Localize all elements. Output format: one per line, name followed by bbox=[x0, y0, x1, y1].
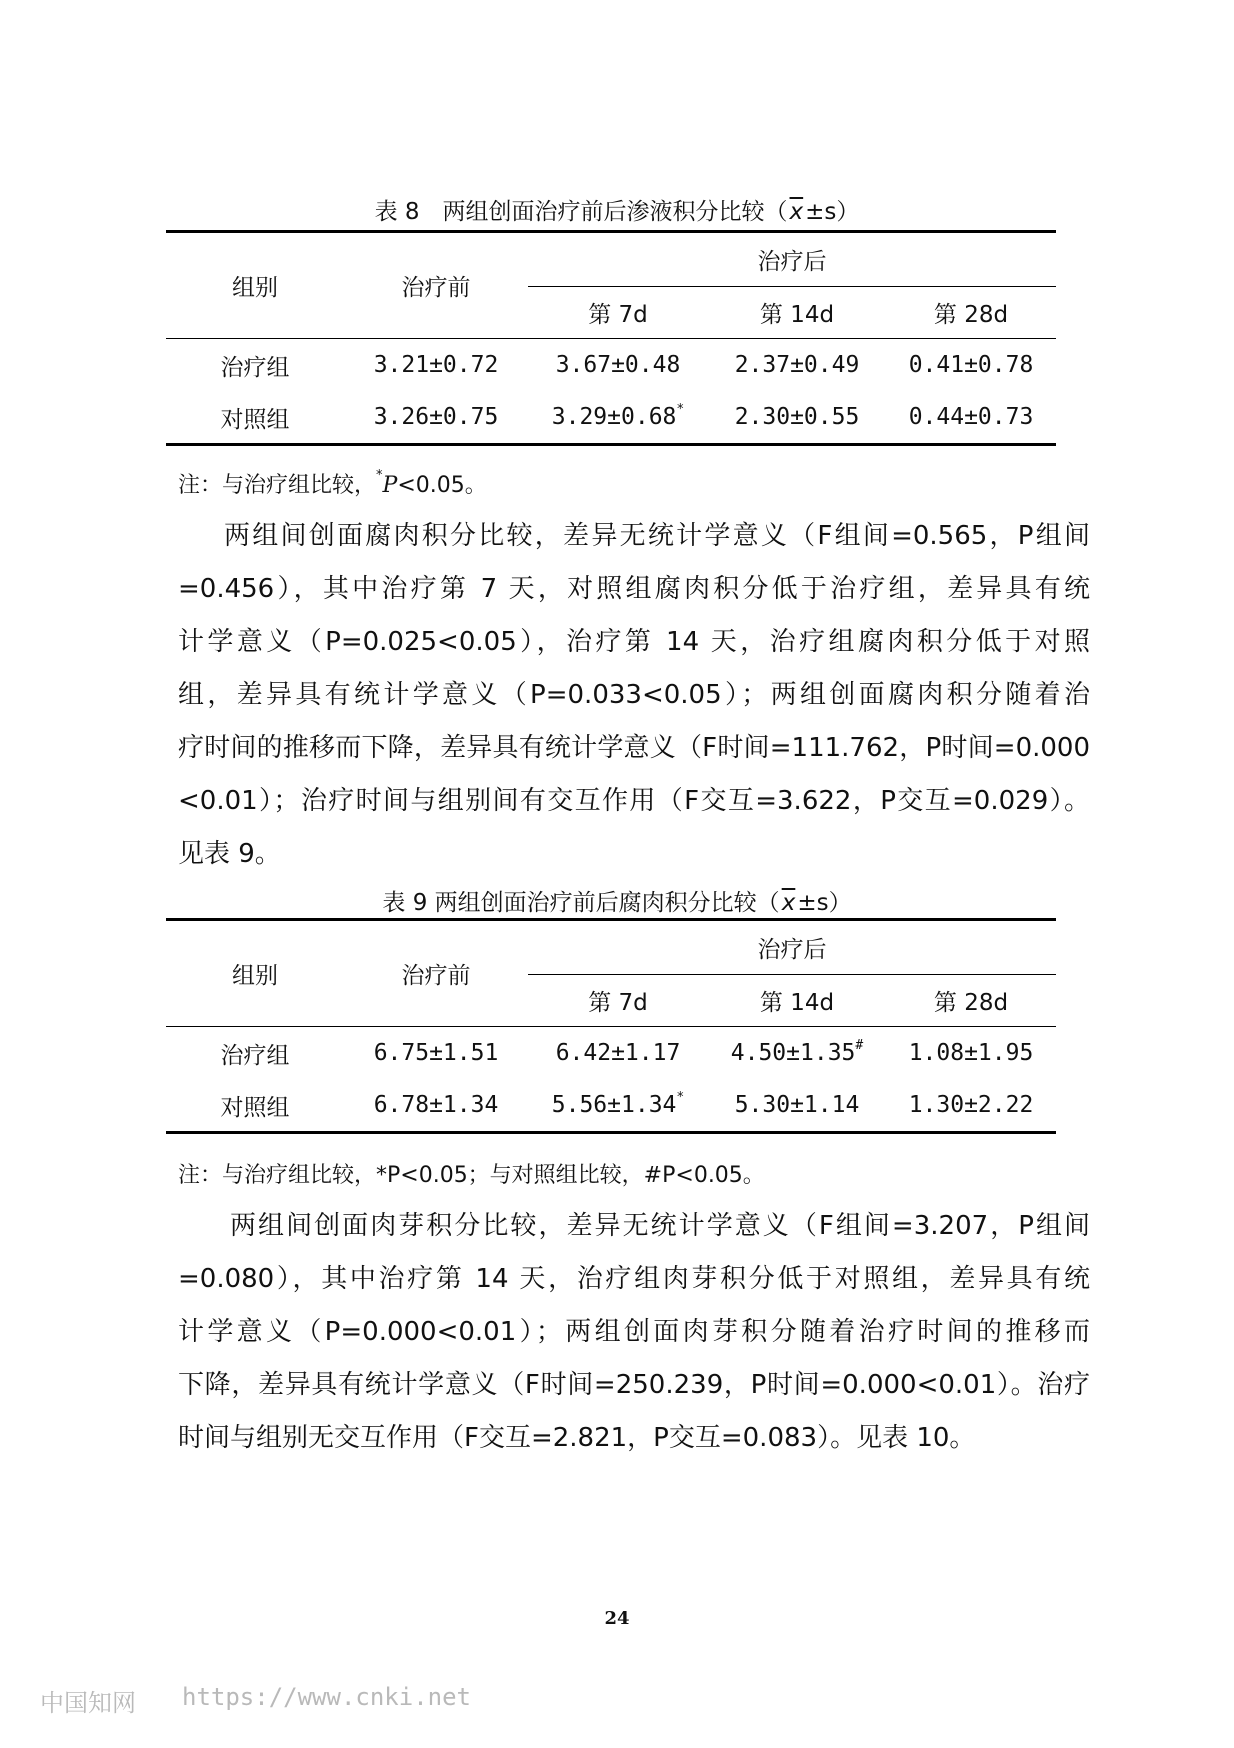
cell-before: 6.78±1.34 bbox=[373, 1092, 499, 1119]
cell-before: 3.26±0.75 bbox=[373, 404, 499, 431]
cell-group: 治疗组 bbox=[220, 1042, 290, 1069]
header-before: 治疗前 bbox=[344, 232, 528, 339]
paragraph-line: 两组间创面腐肉积分比较，差异无统计学意义（F组间=0.565，P组间 bbox=[224, 521, 1090, 551]
paragraph-1 bbox=[178, 510, 1090, 563]
table-row bbox=[166, 1080, 1056, 1133]
table-8 bbox=[166, 230, 1056, 446]
table-9-caption-tail: ±s） bbox=[797, 890, 852, 916]
header-d28: 第 28d bbox=[886, 287, 1056, 339]
cell-group: 治疗组 bbox=[220, 354, 290, 381]
cell-group: 对照组 bbox=[220, 406, 290, 433]
cell-before: 6.75±1.51 bbox=[373, 1040, 499, 1067]
mean-symbol: $\overline{x}$ bbox=[781, 890, 796, 916]
paragraph-line: 时间与组别无交互作用（F交互=2.821，P交互=0.083）。见表 10。 bbox=[178, 1423, 976, 1453]
cell-d14: 2.30±0.55 bbox=[734, 404, 860, 431]
cell-d14: 2.37±0.49 bbox=[734, 352, 860, 379]
header-after: 治疗后 bbox=[528, 920, 1056, 975]
paragraph-2 bbox=[178, 1200, 1090, 1253]
cell-d7: 3.67±0.48 bbox=[555, 352, 681, 379]
paragraph-line: 疗时间的推移而下降，差异具有统计学意义（F时间=111.762，P时间=0.000 bbox=[178, 733, 1090, 763]
paragraph-line: 见表 9。 bbox=[178, 839, 281, 869]
table-8-caption bbox=[0, 193, 1234, 226]
table-9-note: 注：与治疗组比较，*P<0.05；与对照组比较，#P<0.05。 bbox=[178, 1163, 765, 1188]
table-9-caption bbox=[0, 884, 1234, 917]
cell-group: 对照组 bbox=[220, 1094, 290, 1121]
paragraph-line: 计学意义（P=0.000<0.01）；两组创面肉芽积分随着治疗时间的推移而 bbox=[178, 1317, 1090, 1347]
header-d28: 第 28d bbox=[886, 975, 1056, 1027]
table-9-caption-text: 表 9 两组创面治疗前后腐肉积分比较（ bbox=[382, 890, 780, 916]
paragraph-2-cont bbox=[178, 1253, 1090, 1465]
page-number: 24 bbox=[604, 1608, 630, 1629]
header-group: 组别 bbox=[166, 232, 344, 339]
cell-d7: 6.42±1.17 bbox=[555, 1040, 681, 1067]
paragraph-line: 下降，差异具有统计学意义（F时间=250.239，P时间=0.000<0.01）。治疗 bbox=[178, 1370, 1090, 1400]
header-d14: 第 14d bbox=[708, 287, 886, 339]
paragraph-line: <0.01）；治疗时间与组别间有交互作用（F交互=3.622，P交互=0.029）。 bbox=[178, 786, 1090, 816]
cell-d7: 5.56±1.34* bbox=[551, 1090, 685, 1119]
table-row bbox=[166, 392, 1056, 445]
table-row bbox=[166, 339, 1056, 392]
cell-d14: 4.50±1.35# bbox=[730, 1038, 864, 1067]
table-8-note: 注：与治疗组比较，*P<0.05。 bbox=[178, 468, 487, 498]
table-9 bbox=[166, 918, 1056, 1134]
paragraph-line: =0.456），其中治疗第 7 天，对照组腐肉积分低于治疗组，差异具有统 bbox=[178, 574, 1090, 604]
cell-d28: 0.41±0.78 bbox=[908, 352, 1034, 379]
watermark-url: https://www.cnki.net bbox=[182, 1683, 471, 1711]
paragraph-line: 组，差异具有统计学意义（P=0.033<0.05）；两组创面腐肉积分随着治 bbox=[178, 680, 1090, 710]
header-d7: 第 7d bbox=[528, 287, 708, 339]
paragraph-line: 两组间创面肉芽积分比较，差异无统计学意义（F组间=3.207，P组间 bbox=[230, 1211, 1090, 1241]
cell-d7: 3.29±0.68* bbox=[551, 402, 685, 431]
table-8-caption-text: 表 8 两组创面治疗前后渗液积分比较（ bbox=[374, 199, 788, 225]
mean-symbol: $\overline{x}$ bbox=[789, 199, 804, 225]
header-d14: 第 14d bbox=[708, 975, 886, 1027]
cell-d28: 1.30±2.22 bbox=[908, 1092, 1034, 1119]
header-after: 治疗后 bbox=[528, 232, 1056, 287]
cell-before: 3.21±0.72 bbox=[373, 352, 499, 379]
paragraph-line: =0.080），其中治疗第 14 天，治疗组肉芽积分低于对照组，差异具有统 bbox=[178, 1264, 1090, 1294]
table-8-caption-tail: ±s） bbox=[805, 199, 860, 225]
watermark-brand: 中国知网 bbox=[40, 1689, 136, 1717]
cell-d28: 1.08±1.95 bbox=[908, 1040, 1034, 1067]
cell-d28: 0.44±0.73 bbox=[908, 404, 1034, 431]
table-row bbox=[166, 1027, 1056, 1080]
header-group: 组别 bbox=[166, 920, 344, 1027]
header-d7: 第 7d bbox=[528, 975, 708, 1027]
cell-d14: 5.30±1.14 bbox=[734, 1092, 860, 1119]
paragraph-1-cont bbox=[178, 563, 1090, 881]
paragraph-line: 计学意义（P=0.025<0.05），治疗第 14 天，治疗组腐肉积分低于对照 bbox=[178, 627, 1090, 657]
header-before: 治疗前 bbox=[344, 920, 528, 1027]
